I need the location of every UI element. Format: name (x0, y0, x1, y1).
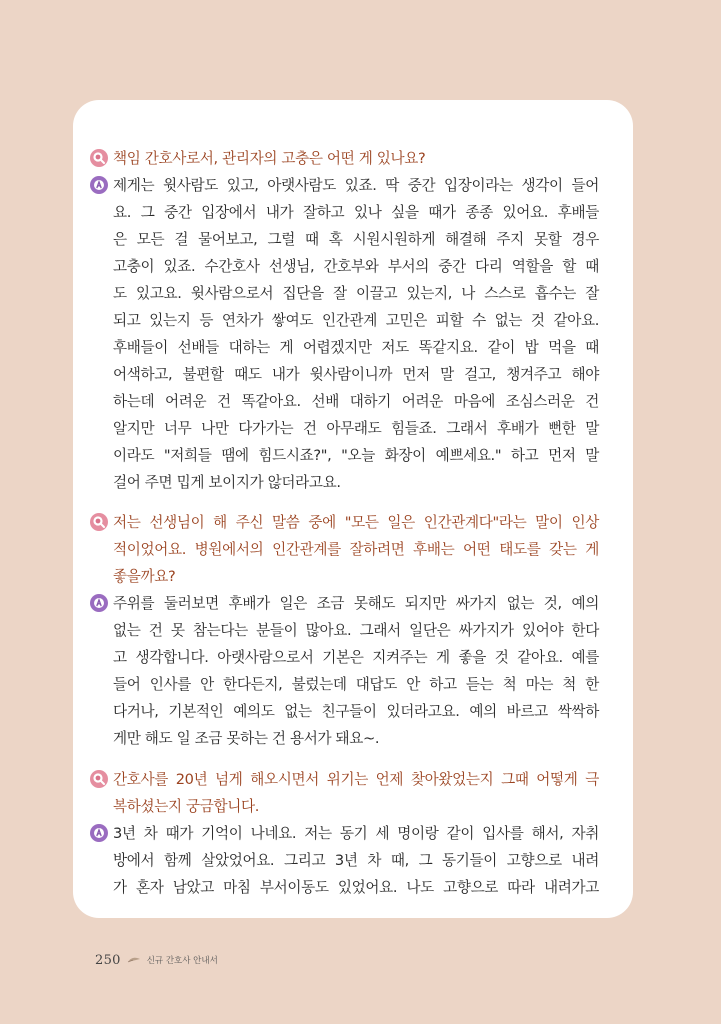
answer-line: 은 모든 걸 물어보고, 그럴 때 혹 시원시원하게 해결해 주지 못할 경우 (113, 231, 599, 248)
answer-line: 어색하고, 불편할 때도 내가 윗사람이니까 먼저 말 걸고, 챙겨주고 해야 (113, 366, 599, 383)
book-title: 신규 간호사 안내서 (146, 956, 218, 966)
answer-line: 제게는 윗사람도 있고, 아랫사람도 있죠. 딱 중간 입장이라는 생각이 들어 (113, 177, 599, 194)
feather-icon (127, 956, 141, 964)
answer-line: 걸어 주면 밉게 보이지가 않더라고요. (113, 474, 341, 491)
page-card (73, 100, 633, 918)
answer-line: 가 혼자 남았고 마침 부서이동도 있었어요. 나도 고향으로 따라 내려가고 (113, 879, 599, 896)
qa-section-3 (113, 765, 599, 819)
qa-section-1 (113, 144, 599, 171)
question-line: 좋을까요? (113, 568, 176, 585)
question-line: 저는 선생님이 해 주신 말씀 중에 "모든 일은 인간관계다"라는 말이 인상 (113, 514, 599, 531)
answer-icon (89, 823, 109, 843)
answer-line: 요. 그 중간 입장에서 내가 잘하고 있나 싶을 때가 종종 있어요. 후배들 (113, 204, 599, 221)
answer-1 (113, 171, 599, 495)
question-line: 적이었어요. 병원에서의 인간관계를 잘하려면 후배는 어떤 태도를 갖는 게 (113, 541, 599, 558)
answer-line: 후배들이 선배들 대하는 게 어렵겠지만 저도 똑같지요. 같이 밥 먹을 때 (113, 339, 599, 356)
answer-line: 이라도 "저희들 땜에 힘드시죠?", "오늘 화장이 예쁘세요." 하고 먼저 말 (113, 447, 599, 464)
answer-line: 들어 인사를 안 한다든지, 불렀는데 대답도 안 하고 듣는 척 마는 척 한 (113, 676, 599, 693)
answer-line: 도 있고요. 윗사람으로서 집단을 잘 이끌고 있는지, 나 스스로 흡수는 잘 (113, 285, 599, 302)
answer-line: 하는데 어려운 건 똑같아요. 선배 대하기 어려운 마음에 조심스러운 건 (113, 393, 599, 410)
answer-line: 주위를 둘러보면 후배가 일은 조금 못해도 되지만 싸가지 없는 것, 예의 (113, 595, 599, 612)
answer-icon (89, 175, 109, 195)
answer-line: 게만 해도 일 조금 못하는 건 용서가 돼요~. (113, 730, 380, 747)
question-line: 책임 간호사로서, 관리자의 고충은 어떤 게 있나요? (113, 150, 426, 167)
page-footer (95, 951, 218, 969)
question-icon (89, 148, 109, 168)
answer-line: 3년 차 때가 기억이 나네요. 저는 동기 세 명이랑 같이 입사를 해서, 자취 (113, 825, 599, 842)
answer-line: 알지만 너무 나만 다가가는 건 아무래도 힘들죠. 그래서 후배가 뻔한 말 (113, 420, 599, 437)
question-icon (89, 512, 109, 532)
question-line: 간호사를 20년 넘게 해오시면서 위기는 언제 찾아왔었는지 그때 어떻게 극 (113, 771, 599, 788)
answer-line: 다거나, 기본적인 예의도 없는 친구들이 있더라고요. 예의 바르고 싹싹하 (113, 703, 599, 720)
qa-section-2 (113, 508, 599, 589)
question-icon (89, 769, 109, 789)
answer-line: 되고 있는지 등 연차가 쌓여도 인간관계 고민은 피할 수 없는 것 같아요. (113, 312, 599, 329)
answer-line: 고충이 있죠. 수간호사 선생님, 간호부와 부서의 중간 다리 역할을 할 때 (113, 258, 599, 275)
answer-3 (113, 819, 599, 900)
question-line: 복하셨는지 궁금합니다. (113, 798, 260, 815)
answer-line: 없는 건 못 참는다는 분들이 많아요. 그래서 일단은 싸가지가 있어야 한다 (113, 622, 599, 639)
answer-2 (113, 589, 599, 751)
answer-icon (89, 593, 109, 613)
answer-line: 고 생각합니다. 아랫사람으로서 기본은 지켜주는 게 좋을 것 같아요. 예를 (113, 649, 599, 666)
page-number: 250 (95, 952, 121, 968)
answer-line: 방에서 함께 살았었어요. 그리고 3년 차 때, 그 동기들이 고향으로 내려 (113, 852, 599, 869)
